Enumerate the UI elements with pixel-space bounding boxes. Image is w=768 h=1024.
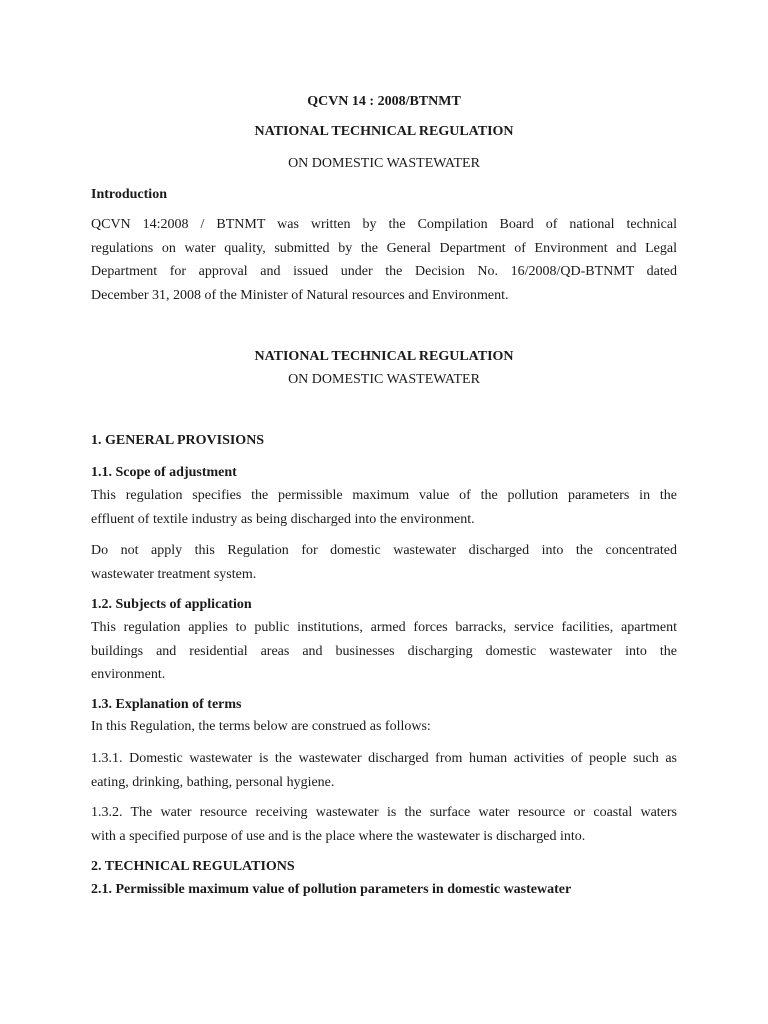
paragraph-line: 1.3.1. Domestic wastewater is the wastewater discharged from human activities of people such as [91,751,677,766]
paragraph-line: QCVN 14:2008 / BTNMT was written by the Compilation Board of national technical [91,217,677,232]
section-1-2-heading: 1.2. Subjects of application [91,597,252,612]
section-1-1-paragraph-2 [91,539,677,586]
second-subtitle: ON DOMESTIC WASTEWATER [288,372,480,387]
regulation-subtitle: ON DOMESTIC WASTEWATER [288,156,480,171]
paragraph-line: This regulation specifies the permissible maximum value of the pollution parameters in the [91,488,677,503]
paragraph-line: Do not apply this Regulation for domestic wastewater discharged into the concentrated [91,543,677,558]
introduction-heading: Introduction [91,187,167,202]
second-title: NATIONAL TECHNICAL REGULATION [254,349,514,364]
paragraph-line: 1.3.2. The water resource receiving wastewater is the surface water resource or coastal waters [91,805,677,820]
section-1-heading: 1. GENERAL PROVISIONS [91,433,265,448]
paragraph-line: regulations on water quality, submitted by the General Department of Environment and Legal [91,240,677,256]
section-2-heading: 2. TECHNICAL REGULATIONS [91,859,295,874]
section-1-3-heading: 1.3. Explanation of terms [91,697,242,712]
section-1-2-paragraph [91,616,677,687]
paragraph-line: environment. [91,667,166,682]
paragraph-line: buildings and residential areas and businesses discharging domestic wastewater into the [91,643,677,659]
paragraph-line: wastewater treatment system. [91,566,257,582]
regulation-code: QCVN 14 : 2008/BTNMT [307,94,461,109]
term-1-3-2 [91,801,677,848]
introduction-paragraph [91,213,677,307]
paragraph-line: eating, drinking, bathing, personal hygiene. [91,774,335,790]
section-1-3-intro: In this Regulation, the terms below are construed as follows: [91,719,431,734]
paragraph-line: December 31, 2008 of the Minister of Natural resources and Environment. [91,287,509,303]
section-1-1-paragraph-1 [91,484,677,531]
section-2-1-heading: 2.1. Permissible maximum value of pollution parameters in domestic wastewater [91,882,572,897]
regulation-title: NATIONAL TECHNICAL REGULATION [254,124,514,139]
paragraph-line: with a specified purpose of use and is the place where the wastewater is discharged into. [91,828,586,844]
paragraph-line: Department for approval and issued under the Decision No. 16/2008/QD-BTNMT dated [91,264,677,279]
paragraph-line: effluent of textile industry as being discharged into the environment. [91,511,475,527]
section-1-1-heading: 1.1. Scope of adjustment [91,465,237,480]
term-1-3-1 [91,747,677,794]
paragraph-line: This regulation applies to public institutions, armed forces barracks, service facilities, apartment [91,620,677,635]
